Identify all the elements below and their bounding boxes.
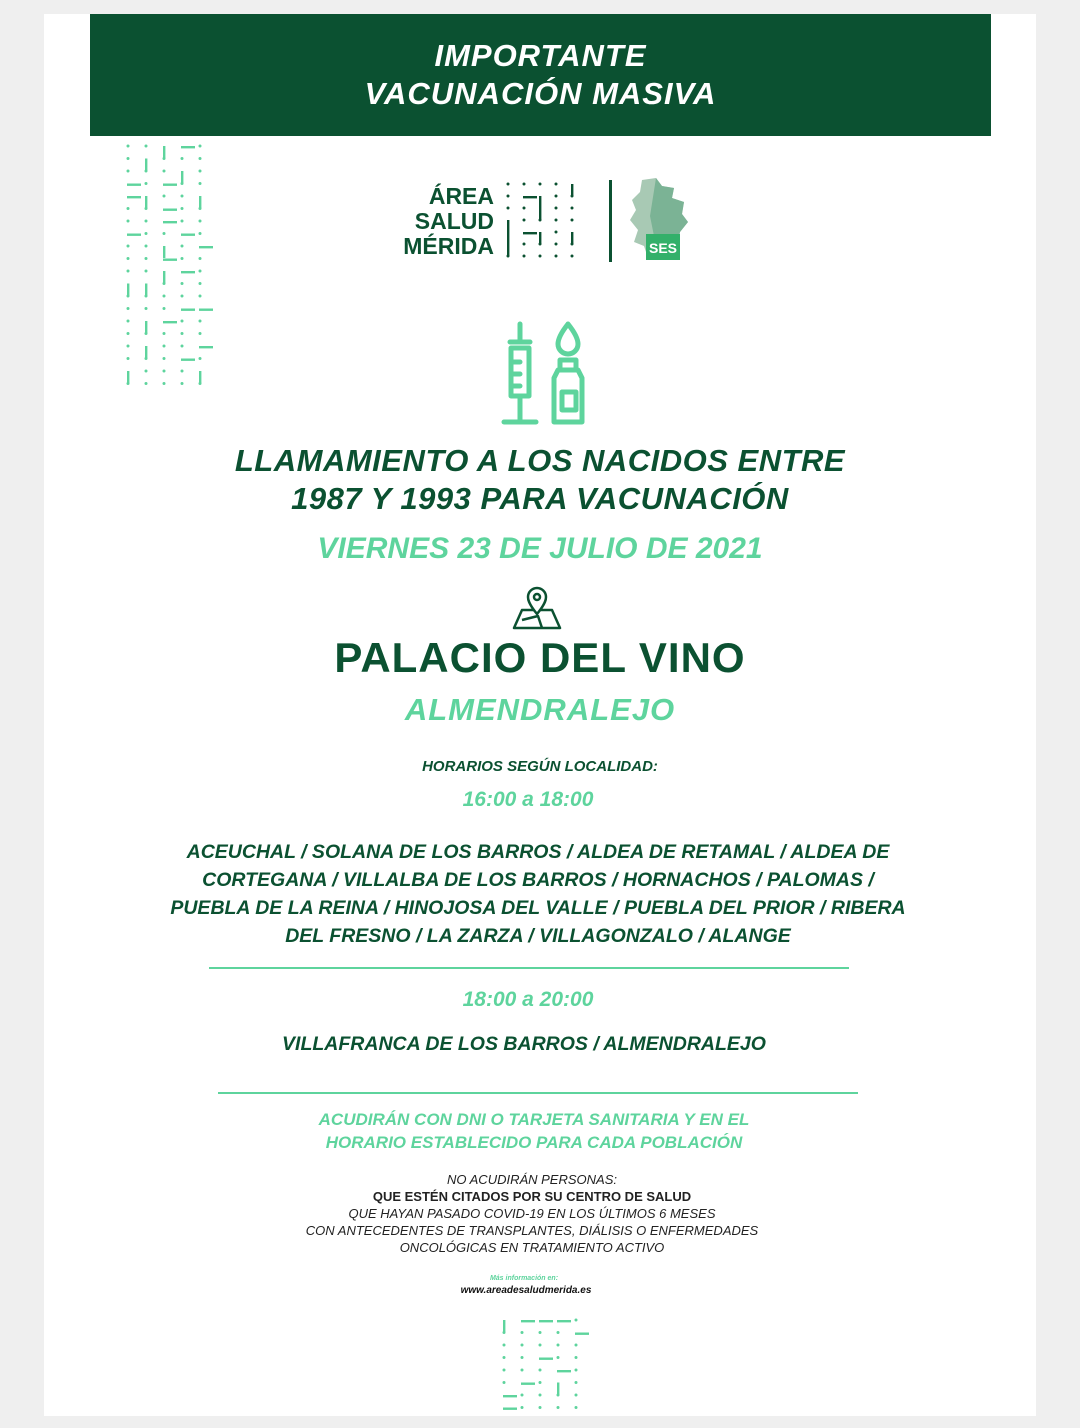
- pattern-dot: [145, 220, 148, 223]
- pattern-dot: [523, 207, 526, 210]
- pattern-dot: [163, 282, 166, 285]
- pattern-dot: [507, 220, 509, 232]
- pattern-dot: [181, 320, 184, 323]
- pattern-dot: [163, 209, 177, 211]
- pattern-dot: [163, 271, 165, 283]
- pattern-dot: [127, 184, 141, 186]
- pattern-dot: [539, 183, 542, 186]
- attendance-notice: [38, 1108, 1030, 1154]
- event-date: VIERNES 23 DE JULIO DE 2021: [317, 532, 763, 565]
- pattern-dot: [199, 346, 213, 348]
- pattern-dot: [127, 245, 130, 248]
- pattern-dot: [181, 370, 184, 373]
- pattern-dot: [503, 1320, 505, 1332]
- pattern-dot: [557, 1383, 559, 1395]
- pattern-dot: [557, 1331, 560, 1334]
- pattern-dot: [199, 332, 202, 335]
- pattern-dot: [199, 309, 213, 311]
- pattern-dot: [539, 219, 542, 222]
- pattern-dot: [557, 1356, 560, 1359]
- more-info-label: Más información en:: [489, 1275, 559, 1282]
- pattern-dot: [145, 170, 148, 173]
- pattern-dot: [145, 145, 148, 148]
- pattern-dot: [127, 170, 130, 173]
- pattern-dot: [575, 1333, 589, 1335]
- pattern-dot: [199, 382, 202, 385]
- pattern-dot: [523, 219, 526, 222]
- pattern-dot: [199, 145, 202, 148]
- pattern-dot: [539, 1394, 542, 1397]
- slot-1-line: DEL FRESNO / LA ZARZA / VILLAGONZALO / ALANGE: [285, 925, 791, 947]
- pattern-dot: [127, 357, 130, 360]
- pattern-dot: [181, 245, 184, 248]
- pattern-dot: [127, 270, 130, 273]
- pattern-dot: [539, 1358, 553, 1360]
- pattern-dot: [145, 159, 147, 171]
- pattern-dot: [571, 255, 574, 258]
- exclusion-item: CON ANTECEDENTES DE TRANSPLANTES, DIÁLISIS O ENFERMEDADES: [305, 1223, 759, 1238]
- pattern-dot: [521, 1331, 524, 1334]
- pattern-dot: [127, 284, 129, 296]
- exclusion-item: QUE ESTÉN CITADOS POR SU CENTRO DE SALUD: [372, 1189, 692, 1204]
- pattern-dot: [575, 1381, 578, 1384]
- logo-line-3: MÉRIDA: [403, 233, 494, 259]
- divider: [209, 967, 849, 969]
- pattern-dot: [539, 255, 542, 258]
- pattern-dot: [521, 1406, 524, 1409]
- pattern-dot: [127, 257, 130, 260]
- pattern-dot: [571, 232, 573, 244]
- pattern-dot: [145, 382, 148, 385]
- pattern-dot: [181, 382, 184, 385]
- pattern-dot: [523, 255, 526, 258]
- pattern-dot: [199, 320, 202, 323]
- website-link[interactable]: www.areadesaludmerida.es: [460, 1285, 592, 1296]
- pattern-dot: [571, 207, 574, 210]
- pattern-dot: [127, 196, 141, 198]
- pattern-dot: [127, 320, 130, 323]
- pattern-dot: [127, 234, 141, 236]
- slot-1-towns: [42, 838, 1034, 950]
- pattern-dot: [521, 1344, 524, 1347]
- pattern-dot: [521, 1320, 535, 1322]
- pattern-dot: [181, 182, 184, 185]
- pattern-dot: [557, 1370, 571, 1372]
- pattern-dot: [145, 245, 148, 248]
- pattern-dot: [163, 321, 177, 323]
- pattern-dot: [181, 359, 195, 361]
- pattern-dot: [181, 309, 195, 311]
- pattern-dot: [199, 207, 202, 210]
- pattern-dot: [181, 220, 184, 223]
- pattern-dot: [181, 195, 184, 198]
- pattern-dot: [199, 220, 202, 223]
- pattern-dot: [145, 332, 148, 335]
- pattern-dot: [507, 244, 509, 256]
- pattern-dot: [539, 1369, 542, 1372]
- slot-1-line: CORTEGANA / VILLALBA DE LOS BARROS / HORNACHOS / PALOMAS /: [202, 869, 874, 891]
- pattern-dot: [539, 232, 541, 244]
- pattern-dot: [145, 270, 148, 273]
- pattern-dot: [127, 295, 130, 298]
- pattern-dot: [127, 307, 130, 310]
- pattern-dot: [145, 232, 148, 235]
- pattern-dot: [503, 1331, 506, 1334]
- pattern-dot: [163, 146, 165, 158]
- pattern-dot: [539, 1320, 553, 1322]
- pattern-dot: [521, 1356, 524, 1359]
- pattern-dot: [503, 1395, 517, 1397]
- extremadura-map-icon: [626, 176, 690, 262]
- exclusions: [36, 1171, 1028, 1256]
- notice-line-2: HORARIO ESTABLECIDO PARA CADA POBLACIÓN: [325, 1133, 743, 1152]
- logo-line-1: ÁREA: [428, 183, 494, 209]
- slot-2-towns: [28, 1030, 1020, 1058]
- pattern-dot: [555, 207, 558, 210]
- poster: [44, 14, 1036, 1416]
- pattern-dot: [199, 170, 202, 173]
- pattern-dot: [181, 207, 184, 210]
- pattern-dot: [127, 207, 130, 210]
- pattern-dot: [181, 157, 184, 160]
- pattern-dot: [571, 195, 574, 198]
- slot-1-line: PUEBLA DE LA REINA / HINOJOSA DEL VALLE / PUEBLA DEL PRIOR / RIBERA: [170, 897, 906, 919]
- pattern-dot: [199, 196, 201, 208]
- pattern-dot: [163, 382, 166, 385]
- pattern-dot: [163, 357, 166, 360]
- pattern-dot: [163, 345, 166, 348]
- pattern-dot: [523, 243, 526, 246]
- pattern-dot: [163, 170, 166, 173]
- dot-pattern-bottom: [502, 1318, 582, 1418]
- pattern-dot: [575, 1406, 578, 1409]
- pattern-dot: [557, 1394, 560, 1397]
- pattern-dot: [199, 257, 202, 260]
- pattern-dot: [539, 243, 542, 246]
- pattern-dot: [163, 195, 166, 198]
- dot-pattern-left: [126, 144, 206, 389]
- slot-2-time: 18:00 a 20:00: [462, 988, 594, 1011]
- slot-2-line: VILLAFRANCA DE LOS BARROS / ALMENDRALEJO: [282, 1033, 766, 1055]
- pattern-dot: [145, 357, 148, 360]
- venue-town: ALMENDRALEJO: [404, 692, 676, 727]
- pattern-dot: [199, 232, 202, 235]
- pattern-dot: [575, 1319, 578, 1322]
- pattern-dot: [521, 1369, 524, 1372]
- pattern-dot: [163, 295, 166, 298]
- pattern-dot: [145, 346, 147, 358]
- exclusions-title: NO ACUDIRÁN PERSONAS:: [447, 1172, 617, 1187]
- schedule-title: HORARIOS SEGÚN LOCALIDAD:: [422, 758, 658, 775]
- pattern-dot: [503, 1381, 506, 1384]
- pattern-dot: [145, 370, 148, 373]
- pattern-dot: [503, 1369, 506, 1372]
- logo-separator: [609, 180, 612, 262]
- pattern-dot: [199, 371, 201, 383]
- pattern-dot: [181, 332, 184, 335]
- pattern-dot: [571, 243, 574, 246]
- pattern-dot: [539, 1381, 542, 1384]
- pattern-dot: [555, 231, 558, 234]
- pattern-dot: [181, 257, 184, 260]
- pattern-dot: [181, 345, 184, 348]
- pattern-dot: [163, 370, 166, 373]
- slot-1-time: 16:00 a 18:00: [462, 788, 594, 811]
- pattern-dot: [199, 246, 213, 248]
- pattern-dot: [199, 270, 202, 273]
- pattern-dot: [199, 182, 202, 185]
- pattern-dot: [199, 357, 202, 360]
- pattern-dot: [163, 232, 166, 235]
- pattern-dot: [181, 146, 195, 148]
- pattern-dot: [127, 382, 130, 385]
- vaccine-syringe-vial-icon: [500, 320, 590, 430]
- pattern-dot: [181, 295, 184, 298]
- pattern-dot: [199, 282, 202, 285]
- pattern-dot: [163, 332, 166, 335]
- pattern-dot: [575, 1369, 578, 1372]
- pattern-dot: [145, 295, 148, 298]
- pattern-dot: [127, 371, 129, 383]
- area-salud-merida-logo: [384, 184, 494, 259]
- logo-dot-pattern: [506, 182, 586, 262]
- venue-name: PALACIO DEL VINO: [334, 634, 746, 681]
- pattern-dot: [571, 184, 573, 196]
- pattern-dot: [521, 1394, 524, 1397]
- pattern-dot: [575, 1356, 578, 1359]
- pattern-dot: [181, 171, 183, 183]
- pattern-dot: [145, 257, 148, 260]
- pattern-dot: [163, 307, 166, 310]
- location-map-icon: [512, 588, 562, 630]
- pattern-dot: [163, 157, 166, 160]
- pattern-dot: [507, 255, 510, 258]
- pattern-dot: [145, 321, 147, 333]
- pattern-dot: [163, 221, 177, 223]
- pattern-dot: [181, 271, 195, 273]
- pattern-dot: [199, 295, 202, 298]
- pattern-dot: [145, 284, 147, 296]
- pattern-dot: [127, 145, 130, 148]
- pattern-dot: [539, 1331, 542, 1334]
- headline: [44, 442, 1036, 518]
- pattern-dot: [145, 182, 148, 185]
- pattern-dot: [163, 246, 165, 258]
- exclusion-item: ONCOLÓGICAS EN TRATAMIENTO ACTIVO: [399, 1240, 665, 1255]
- pattern-dot: [571, 219, 574, 222]
- pattern-dot: [507, 183, 510, 186]
- pattern-dot: [539, 196, 541, 208]
- pattern-dot: [145, 307, 148, 310]
- pattern-dot: [521, 1383, 535, 1385]
- pattern-dot: [503, 1344, 506, 1347]
- pattern-dot: [127, 345, 130, 348]
- banner-line-1: IMPORTANTE: [434, 38, 647, 73]
- pattern-dot: [523, 196, 537, 198]
- pattern-dot: [145, 196, 147, 208]
- header-banner: [90, 14, 991, 136]
- ses-badge: SES: [648, 240, 678, 256]
- pattern-dot: [181, 234, 195, 236]
- logo-line-2: SALUD: [414, 208, 494, 234]
- notice-line-1: ACUDIRÁN CON DNI O TARJETA SANITARIA Y EN EL: [318, 1110, 750, 1129]
- pattern-dot: [503, 1408, 517, 1410]
- pattern-dot: [507, 232, 509, 244]
- pattern-dot: [539, 1344, 542, 1347]
- pattern-dot: [555, 183, 558, 186]
- pattern-dot: [575, 1394, 578, 1397]
- pattern-dot: [163, 184, 177, 186]
- pattern-dot: [557, 1406, 560, 1409]
- pattern-dot: [539, 208, 541, 220]
- pattern-dot: [523, 232, 537, 234]
- pattern-dot: [557, 1344, 560, 1347]
- pattern-dot: [507, 207, 510, 210]
- headline-line-1: LLAMAMIENTO A LOS NACIDOS ENTRE: [234, 443, 846, 478]
- pattern-dot: [555, 219, 558, 222]
- pattern-dot: [555, 195, 558, 198]
- pattern-dot: [575, 1344, 578, 1347]
- pattern-dot: [523, 183, 526, 186]
- headline-line-2: 1987 Y 1993 PARA VACUNACIÓN: [291, 481, 789, 516]
- pattern-dot: [539, 1406, 542, 1409]
- pattern-dot: [503, 1356, 506, 1359]
- divider: [218, 1092, 858, 1094]
- pattern-dot: [555, 243, 558, 246]
- pattern-dot: [181, 282, 184, 285]
- pattern-dot: [163, 259, 177, 261]
- exclusion-item: QUE HAYAN PASADO COVID-19 EN LOS ÚLTIMOS 6 MESES: [348, 1206, 716, 1221]
- pattern-dot: [557, 1320, 571, 1322]
- pattern-dot: [555, 255, 558, 258]
- slot-1-line: ACEUCHAL / SOLANA DE LOS BARROS / ALDEA DE RETAMAL / ALDEA DE: [186, 841, 890, 863]
- pattern-dot: [199, 157, 202, 160]
- pattern-dot: [127, 332, 130, 335]
- pattern-dot: [127, 220, 130, 223]
- banner-line-2: VACUNACIÓN MASIVA: [364, 76, 717, 111]
- pattern-dot: [127, 157, 130, 160]
- pattern-dot: [145, 207, 148, 210]
- pattern-dot: [507, 195, 510, 198]
